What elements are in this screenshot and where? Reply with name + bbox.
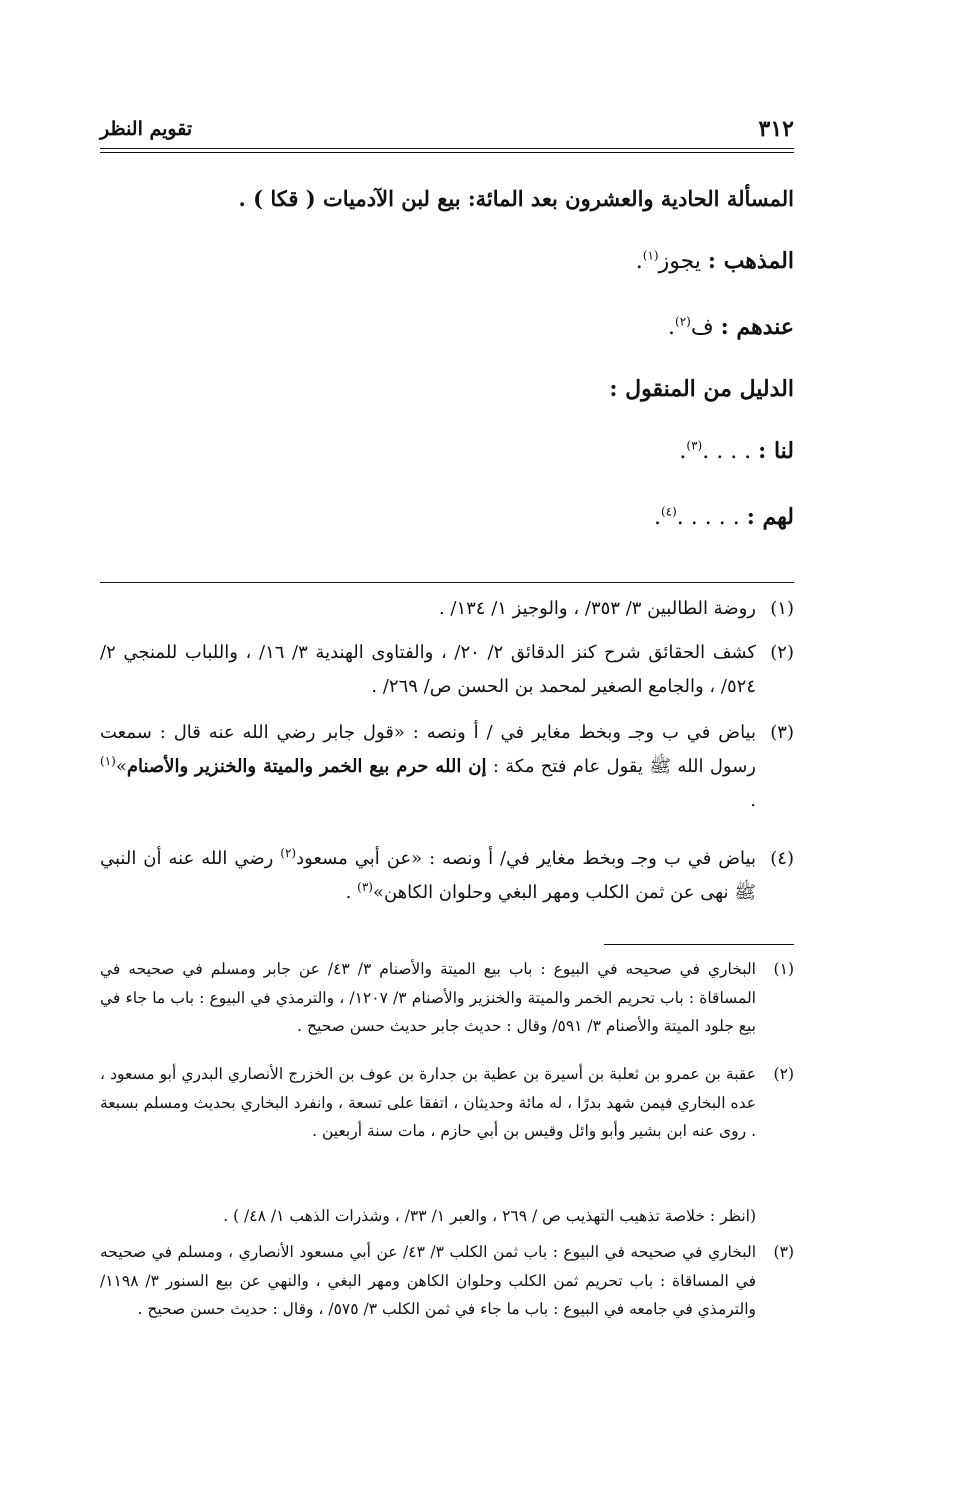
footnote-1-number: (١): [770, 598, 794, 619]
madhhab-line: المذهب : يجوز$^{(١)}$.: [635, 248, 794, 274]
subfootnote-3: [100, 1238, 794, 1324]
footnote-3-period: .: [750, 790, 756, 811]
footnote-4-text: [100, 842, 756, 910]
footnote-2: [100, 636, 794, 704]
footnote-4-number: (٤): [770, 848, 794, 869]
subfootnote-1-text: البخاري في صحيحه في البيوع : باب بيع الميتة والأصنام ٣/ ٤٣/ عن جابر ومسلم في صحيحه في المساقاة : باب تحريم الخمر والميتة والخنزير والأصنام ٣/ ١٢٠٧/ ، والترمذي في البيوع : باب ما جاء في بيع جلود الميتة والأصنام ٣/ ٥٩١/ وقال : حديث جابر حديث حسن صحيح .: [100, 960, 756, 1035]
issue-title: المسألة الحادية والعشرون بعد المائة: بيع لبن الآدميات ( قكا ) .: [238, 186, 794, 211]
footnote-3-text: [100, 716, 756, 818]
evidence-heading: [609, 376, 794, 402]
footnote-3-hadith: إن الله حرم بيع الخمر والميتة والخنزير والأصنام: [126, 756, 487, 777]
footnote-3: [100, 716, 794, 818]
running-header: [100, 112, 794, 146]
lahum-line: لهم : . . . . .$^{(٤)}$.: [653, 504, 794, 530]
footnote-3-text-a: بياض في ب وجـ وبخط مغاير في / أ ونصه : «قول جابر رضي الله عنه قال : سمعت رسول الله ﷺ يقول عام فتح مكة :: [100, 722, 756, 777]
header-rule-bottom: [100, 152, 794, 153]
footnote-separator: [100, 582, 794, 583]
subfootnote-2-number: (٢): [773, 1065, 794, 1083]
evidence-heading-text: الدليل من المنقول :: [609, 376, 794, 402]
footnote-4-note-mark-b: (٣): [357, 880, 373, 894]
lana-label: لنا :: [758, 438, 794, 464]
header-rule-top: [100, 148, 794, 149]
footnote-4: [100, 842, 794, 910]
footnote-1: [100, 592, 794, 626]
footnote-4-period: .: [345, 882, 352, 903]
running-title: تقويم النظر: [100, 118, 193, 140]
subfootnote-3-number: (٣): [773, 1243, 794, 1261]
madhhab-note-mark: (١): [642, 248, 659, 263]
subfootnote-separator: [604, 944, 794, 945]
indahum-value: ف: [690, 315, 714, 340]
footnote-1-text: روضة الطالبين ٣/ ٣٥٣/ ، والوجيز ١/ ١٣٤/ .: [438, 598, 756, 619]
page-number: ٣١٢: [758, 116, 794, 142]
subfootnote-1: [100, 955, 794, 1041]
lana-line: لنا : . . . .$^{(٣)}$.: [679, 438, 794, 464]
subfootnote-2-reference-text: (انظر : خلاصة تذهيب التهذيب ص / ٢٦٩ ، والعبر ١/ ٣٣/ ، وشذرات الذهب ١/ ٤٨/ ) .: [223, 1207, 756, 1225]
footnote-4-text-a: بياض في ب وجـ وبخط مغاير في/ أ ونصه : «عن أبي مسعود: [296, 848, 756, 869]
lana-note-mark: (٣): [686, 438, 703, 453]
lana-dots: . . . .: [702, 439, 752, 464]
madhhab-value: يجوز: [658, 249, 701, 274]
subfootnote-2-text: عقبة بن عمرو بن ثعلبة بن أسيرة بن عطية بن جدارة بن عوف بن الخزرج الأنصاري البدري أبو مسعود ، عده البخاري فيمن شهد بدرًا ، له مائة وحديثان ، اتفقا على تسعة ، وانفرد البخاري بحديث ومسلم بسبعة . روى عنه ابن بشير وأبو وائل وقيس بن أبي حازم ، مات سنة أربعين .: [100, 1065, 756, 1140]
indahum-note-mark: (٢): [675, 314, 691, 329]
indahum-label: عندهم :: [720, 314, 794, 340]
footnote-4-note-mark-a: (٢): [280, 846, 297, 860]
lahum-dots: . . . . .: [676, 505, 740, 530]
footnote-3-note-mark: (١): [100, 754, 116, 768]
indahum-line: عندهم : ف$^{(٢)}$.: [668, 314, 794, 340]
subfootnote-2-reference: [100, 1202, 794, 1231]
subfootnote-3-text: البخاري في صحيحه في البيوع : باب ثمن الكلب ٣/ ٤٣/ عن أبي مسعود الأنصاري ، ومسلم في صحيحه في المساقاة : باب تحريم ثمن الكلب وحلوان الكاهن ومهر البغي ، والنهي عن بيع السنور ٣/ ١١٩٨/ والترمذي في جامعه في البيوع : باب ما جاء في ثمن الكلب ٣/ ٥٧٥/ ، وقال : حديث حسن صحيح .: [100, 1243, 756, 1318]
madhhab-label: المذهب :: [707, 248, 794, 274]
subfootnote-1-number: (١): [773, 960, 794, 978]
lahum-label: لهم :: [746, 504, 794, 530]
footnote-4-text-b: رضي الله عنه أن النبي ﷺ نهى عن ثمن الكلب ومهر البغي وحلوان الكاهن»: [100, 848, 756, 903]
footnote-3-number: (٣): [770, 722, 794, 743]
footnote-2-number: (٢): [770, 642, 794, 663]
footnote-3-quote-close: »: [115, 756, 127, 777]
lahum-note-mark: (٤): [660, 504, 677, 519]
footnote-2-text: كشف الحقائق شرح كنز الدقائق ٢/ ٢٠/ ، والفتاوى الهندية ٣/ ١٦/ ، واللباب للمنجي ٢/ ٥٢٤/ ، والجامع الصغير لمحمد بن الحسن ص/ ٢٦٩/ .: [100, 642, 756, 697]
subfootnote-2-reference-indent: [756, 1202, 794, 1231]
subfootnote-2: [100, 1060, 794, 1146]
